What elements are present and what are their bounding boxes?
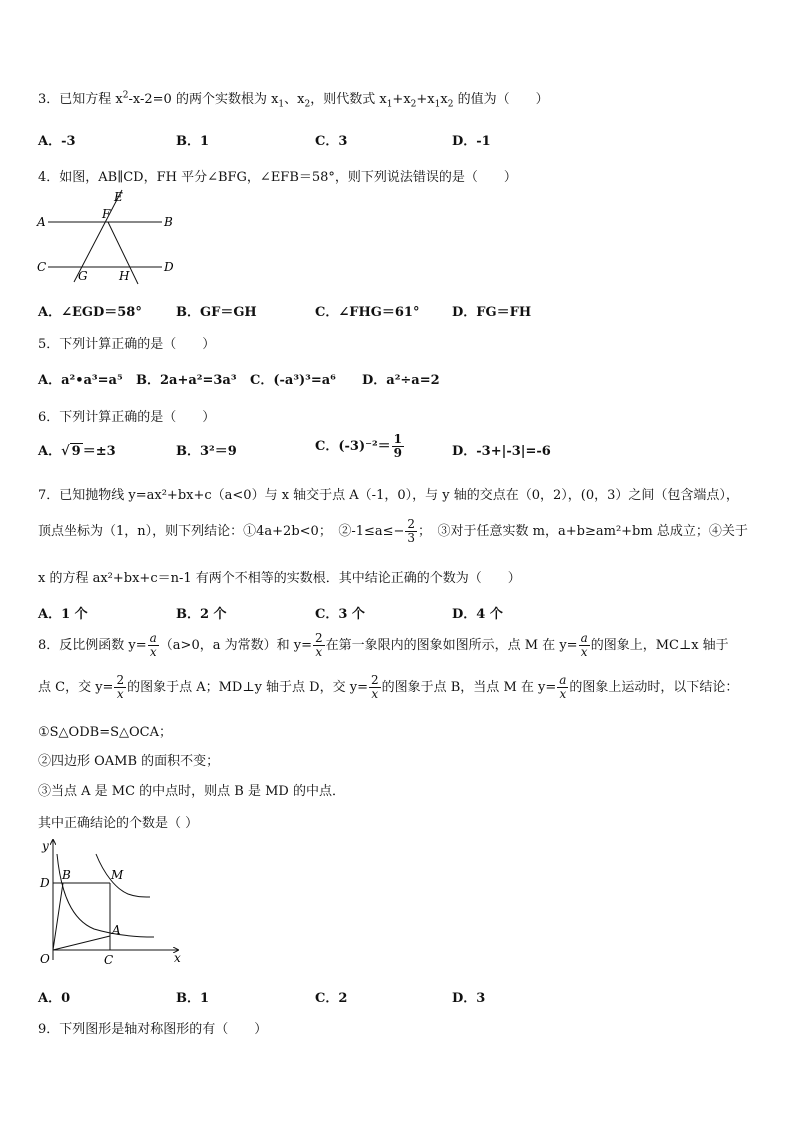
q8-label-m: M <box>111 868 124 882</box>
q8-label-b: B <box>62 868 71 882</box>
q8-option-a: A．0 <box>38 991 71 1006</box>
q8-conclusion-3: ③当点 A 是 MC 的中点时，则点 B 是 MD 的中点． <box>38 784 345 799</box>
q4-option-a: A．∠EGD＝58° <box>38 305 142 320</box>
q3-option-d: D．-1 <box>452 134 491 149</box>
q5-stem: 5．下列计算正确的是（ ） <box>38 337 216 352</box>
q4-label-g: G <box>78 269 88 283</box>
q5-option-b: B．2a+a²=3a³ <box>136 373 237 388</box>
q7-line-2: 顶点坐标为（1，n），则下列结论：①4a+2b<0； ②-1≤a≤− $\frac{2}{3}$ ； ③对于任意实数 m，a+b≥am²+bm 总成立；④关于 <box>38 517 748 545</box>
q7-line-3: x 的方程 ax²+bx+c＝n-1 有两个不相等的实数根．其中结论正确的个数为（ ） <box>38 571 521 586</box>
q7-line-1: 7．已知抛物线 y=ax²+bx+c（a<0）与 x 轴交于点 A（-1，0），与 y 轴的交点在（0，2），(0，3）之间（包含端点）， <box>38 488 739 503</box>
q4-label-b: B <box>164 215 173 229</box>
q4-label-c: C <box>37 260 47 274</box>
q7-option-d: D．4 个 <box>452 607 503 622</box>
q9-stem: 9．下列图形是轴对称图形的有（ ） <box>38 1022 268 1037</box>
q8-option-c: C．2 <box>315 991 348 1006</box>
q4-stem: 4．如图，AB∥CD，FH 平分∠BFG，∠EFB＝58°，则下列说法错误的是（ ） <box>38 170 517 185</box>
q7-option-a: A．1 个 <box>38 607 88 622</box>
q3-option-a: A．-3 <box>38 134 76 149</box>
q8-conclusion-1: ①S△ODB=S△OCA； <box>38 725 172 740</box>
q8-label-d: D <box>40 876 50 890</box>
q8-label-a: A <box>112 923 121 937</box>
q4-label-f: F <box>102 207 111 221</box>
q4-option-c: C．∠FHG＝61° <box>315 305 420 320</box>
q3-option-b: B．1 <box>176 134 210 149</box>
q8-label-c: C <box>104 953 114 967</box>
q5-option-a: A．a²•a³=a⁵ <box>38 373 123 388</box>
q8-label-y: y <box>42 839 49 853</box>
q8-label-x: x <box>174 951 181 965</box>
q8-label-o: O <box>40 952 50 966</box>
q7-option-c: C．3 个 <box>315 607 365 622</box>
q8-line-1: 8．反比例函数 y= $\frac{a}{x}$ （a>0，a 为常数）和 y= $\frac{2}{x}$ 在第一象限内的图象如图所示，点 M 在 y= $\frac{a}{x}$ 的图象上，MC⊥x 轴于 <box>38 631 729 659</box>
q5-option-c: C．(-a³)³=a⁶ <box>250 373 336 388</box>
q4-label-d: D <box>164 260 174 274</box>
q4-option-d: D．FG＝FH <box>452 305 532 320</box>
q6-option-b: B．3²＝9 <box>176 444 237 459</box>
q6-option-c: C．(-3)⁻²＝ $\frac{1}{9}$ <box>315 432 403 460</box>
q6-option-a: A．√ 9 ＝±3 <box>38 444 116 459</box>
q8-inverse-function-figure <box>34 834 190 970</box>
q3-option-c: C．3 <box>315 134 348 149</box>
q3-stem: 3．已知方程 $x^2-x-2=0$ 的两个实数根为 $x_1$、$x_2$，则代数式 $x_1+x_2+x_1x_2$ 的值为（ ） <box>38 90 549 110</box>
q4-label-e: E <box>114 190 123 204</box>
q4-parallel-lines-figure <box>34 186 184 288</box>
q7-option-b: B．2 个 <box>176 607 227 622</box>
q8-option-b: B．1 <box>176 991 210 1006</box>
q8-conclusion-2: ②四边形 OAMB 的面积不变； <box>38 754 220 769</box>
q4-label-h: H <box>119 269 130 283</box>
q4-label-a: A <box>37 215 46 229</box>
q6-option-d: D．-3+|-3|=-6 <box>452 444 551 459</box>
q8-option-d: D．3 <box>452 991 486 1006</box>
q6-stem: 6．下列计算正确的是（ ） <box>38 410 216 425</box>
q8-question: 其中正确结论的个数是（ ） <box>38 816 199 831</box>
q8-line-2: 点 C，交 y= $\frac{2}{x}$ 的图象于点 A；MD⊥y 轴于点 D，交 y= $\frac{2}{x}$ 的图象于点 B，当点 M 在 y= $\frac{a}{x}$ 的图象上运动时，以下结论： <box>38 673 739 701</box>
q4-option-b: B．GF＝GH <box>176 305 257 320</box>
q5-option-d: D．a²÷a=2 <box>362 373 440 388</box>
